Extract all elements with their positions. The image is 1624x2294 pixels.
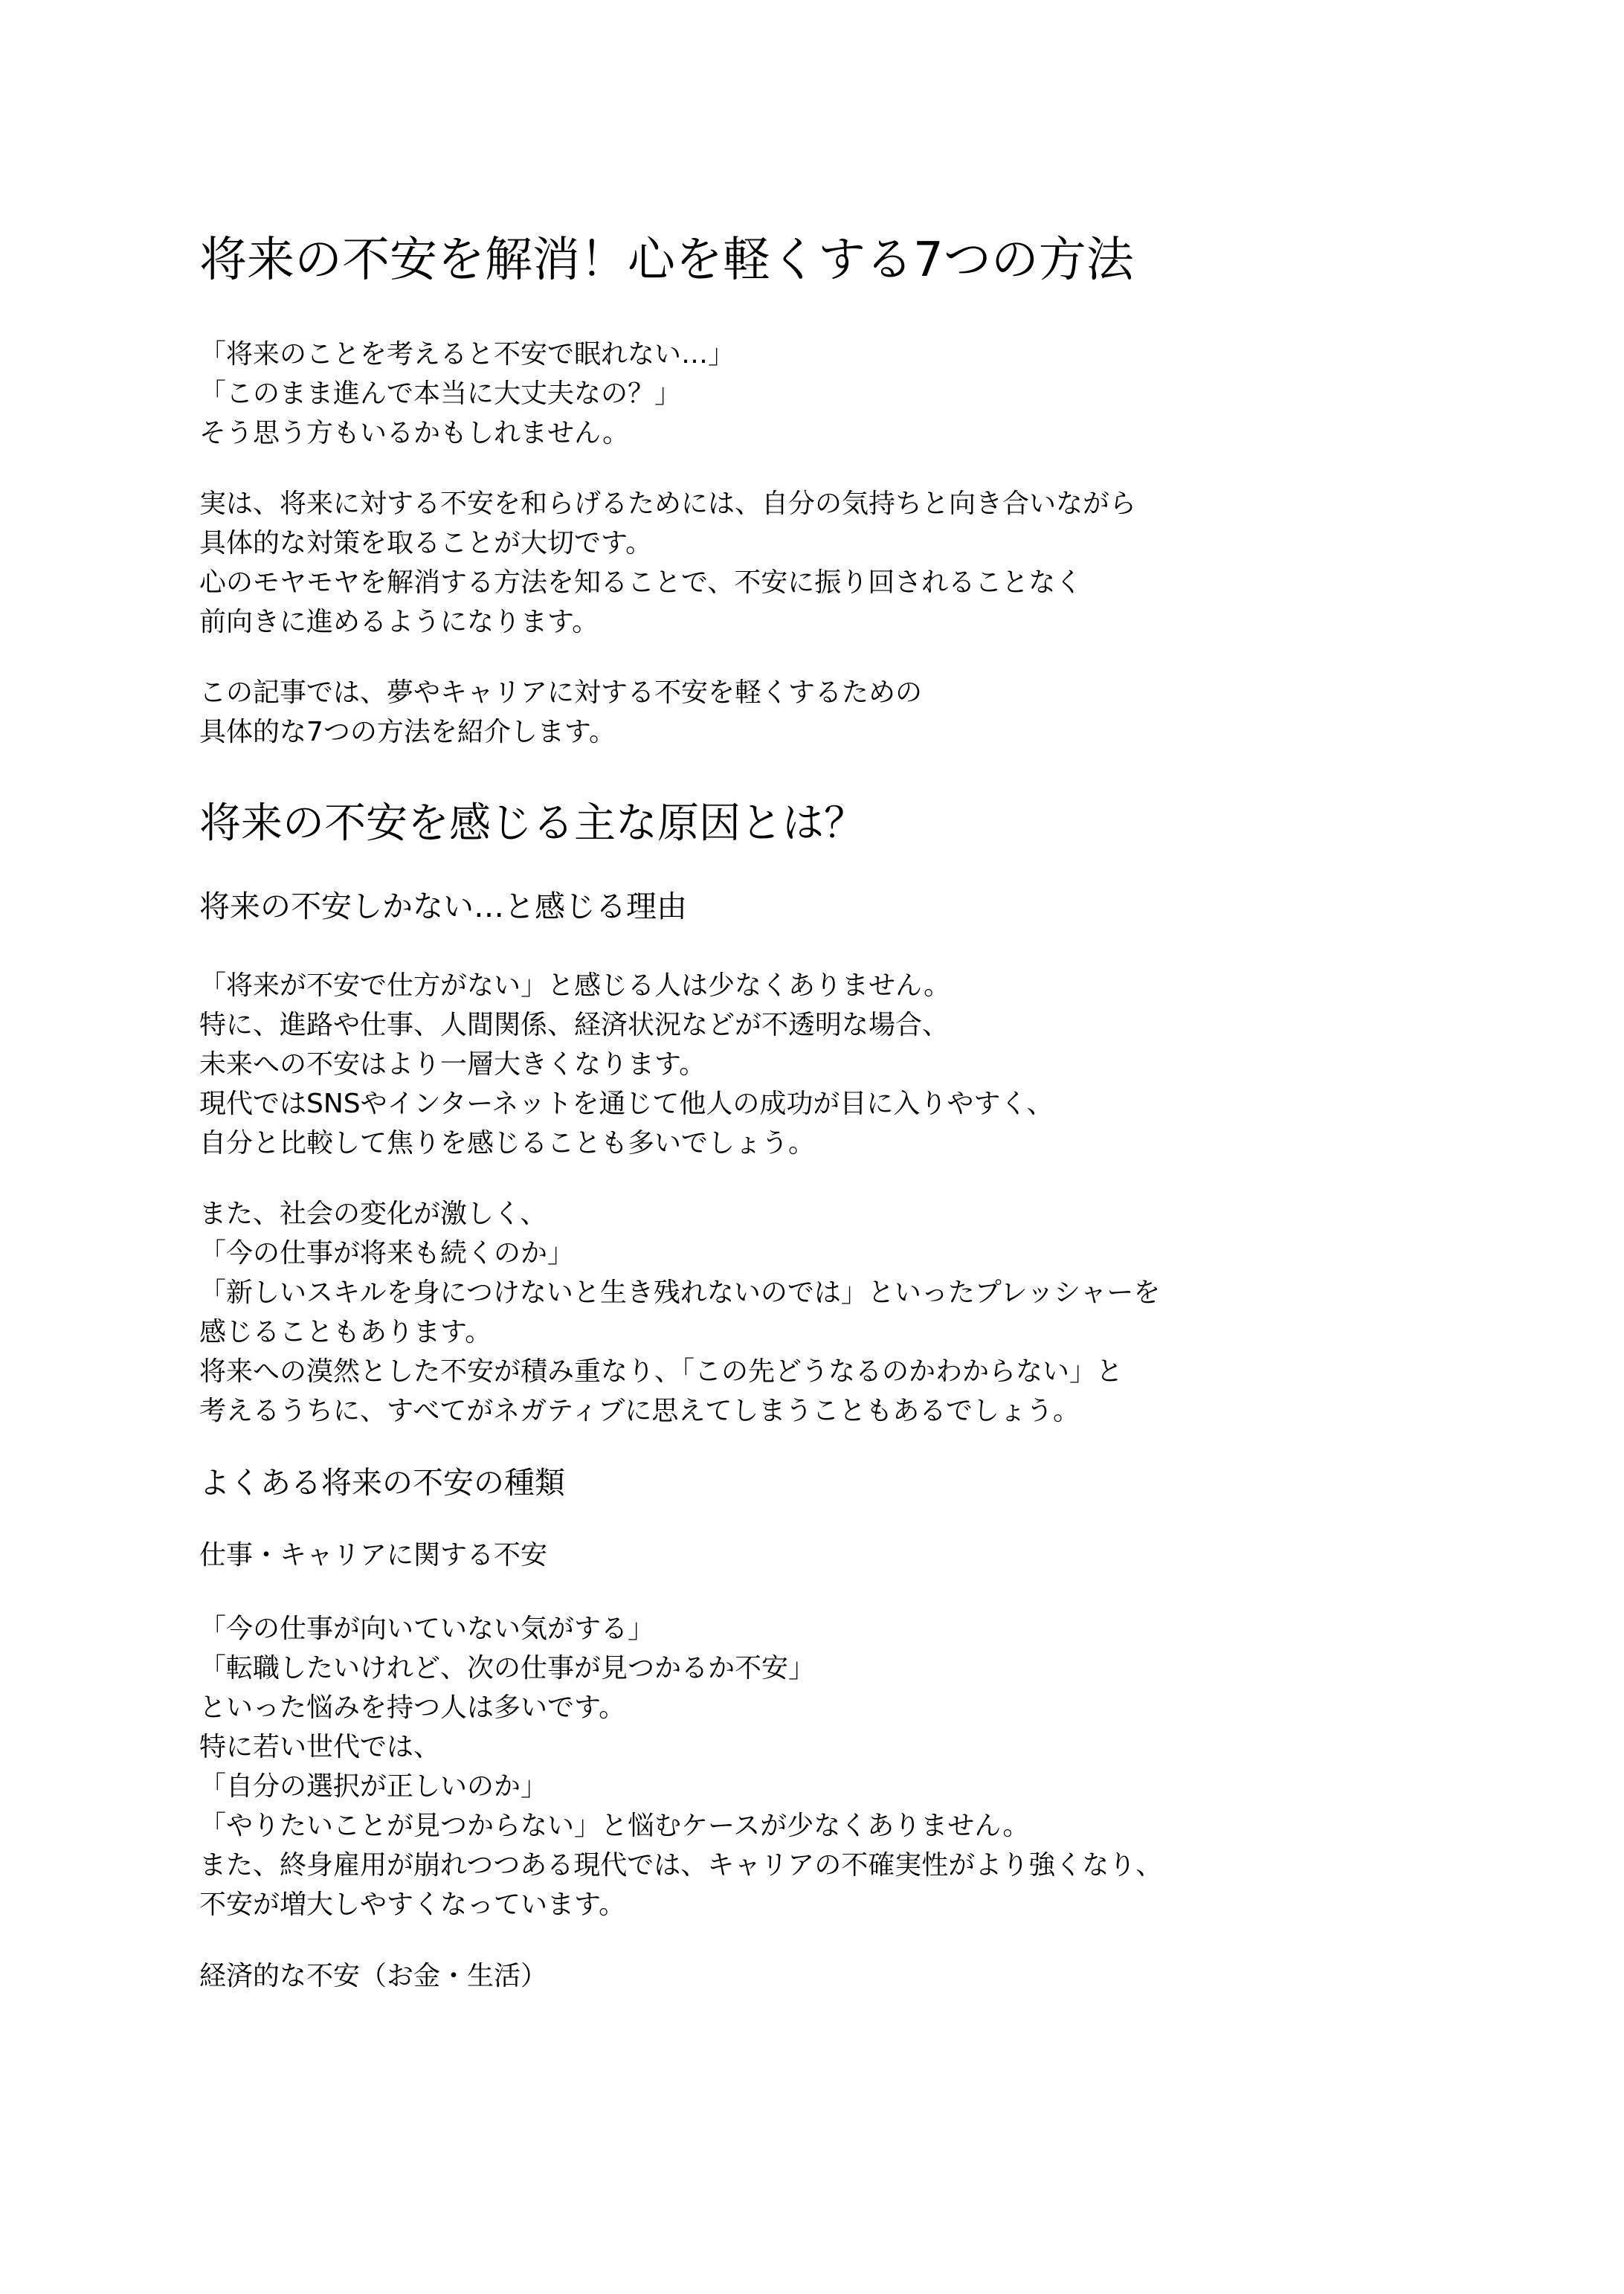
text-line: 自分と比較して焦りを感じることも多いでしょう。 (199, 1128, 816, 1159)
text-line: この記事では、夢やキャリアに対する不安を軽くするための (199, 677, 923, 708)
text-line: 特に若い世代では、 (199, 1732, 441, 1762)
career-anxiety-paragraph (199, 1609, 1463, 1924)
text-line: 「このまま進んで本当に大丈夫なの？」 (199, 378, 682, 409)
text-line: 感じることもあります。 (199, 1317, 492, 1347)
text-line: 実は、将来に対する不安を和らげるためには、自分の気持ちと向き合いながら (199, 489, 1137, 519)
spacer (199, 857, 1463, 884)
subsection-heading: 将来の不安しかない…と感じる理由 (199, 889, 687, 924)
topic-heading: 経済的な不安（お金・生活） (199, 1961, 548, 1991)
text-line: また、終身雇用が崩れつつある現代では、キャリアの不確実性がより強くなり、 (199, 1850, 1163, 1881)
spacer (199, 1163, 1463, 1194)
text-line: 考えるうちに、すべてがネガティブに思えてしまうこともあるでしょう。 (199, 1396, 1080, 1426)
intro-paragraph-3 (199, 673, 1463, 752)
intro-paragraph-1 (199, 335, 1463, 453)
text-line: また、社会の変化が激しく、 (199, 1199, 547, 1229)
spacer (199, 752, 1463, 790)
text-line: 「今の仕事が向いていない気がする」 (199, 1614, 655, 1644)
text-line: 具体的な7つの方法を紹介します。 (199, 717, 616, 747)
text-line: といった悩みを持つ人は多いです。 (199, 1692, 626, 1723)
reasons-paragraph-2 (199, 1194, 1463, 1431)
topic-heading: 仕事・キャリアに関する不安 (199, 1540, 548, 1570)
text-line: 「将来が不安で仕方がない」と感じる人は少なくありません。 (199, 970, 951, 1001)
text-line: 「やりたいことが見つからない」と悩むケースが少なくありません。 (199, 1811, 1030, 1841)
spacer (199, 1924, 1463, 1956)
spacer (199, 453, 1463, 484)
spacer (199, 642, 1463, 673)
spacer (199, 1576, 1463, 1609)
text-line: そう思う方もいるかもしれません。 (199, 418, 630, 448)
spacer (199, 1505, 1463, 1535)
text-line: 心のモヤモヤを解消する方法を知ることで、不安に振り回されることなく (199, 567, 1083, 598)
text-line: 「今の仕事が将来も続くのか」 (199, 1238, 575, 1269)
text-line: 「転職したいけれど、次の仕事が見つかるか不安」 (199, 1653, 816, 1684)
text-line: 不安が増大しやすくなっています。 (199, 1889, 626, 1920)
reasons-paragraph-1 (199, 966, 1463, 1163)
spacer (199, 1431, 1463, 1460)
text-line: 「自分の選択が正しいのか」 (199, 1771, 548, 1802)
spacer (199, 929, 1463, 966)
text-line: 現代ではSNSやインターネットを通じて他人の成功が目に入りやすく、 (199, 1089, 1054, 1119)
subsection-heading: よくある将来の不安の種類 (199, 1465, 565, 1501)
text-line: 未来への不安はより一層大きくなります。 (199, 1049, 706, 1080)
text-line: 「新しいスキルを身につけないと生き残れないのでは」といったプレッシャーを (199, 1278, 1161, 1308)
text-line: 具体的な対策を取ることが大切です。 (199, 528, 653, 558)
intro-paragraph-2 (199, 484, 1463, 642)
text-line: 特に、進路や仕事、人間関係、経済状況などが不透明な場合、 (199, 1010, 950, 1040)
article-title: 将来の不安を解消！心を軽くする7つの方法 (199, 233, 1134, 288)
article-body (199, 223, 1463, 1997)
text-line: 前向きに進めるようになります。 (199, 607, 599, 637)
section-heading: 将来の不安を感じる主な原因とは？ (199, 799, 866, 848)
spacer (199, 297, 1463, 335)
text-line: 「将来のことを考えると不安で眠れない…」 (199, 339, 735, 370)
text-line: 将来への漠然とした不安が積み重なり、「この先どうなるのかわからない」と (199, 1356, 1124, 1387)
